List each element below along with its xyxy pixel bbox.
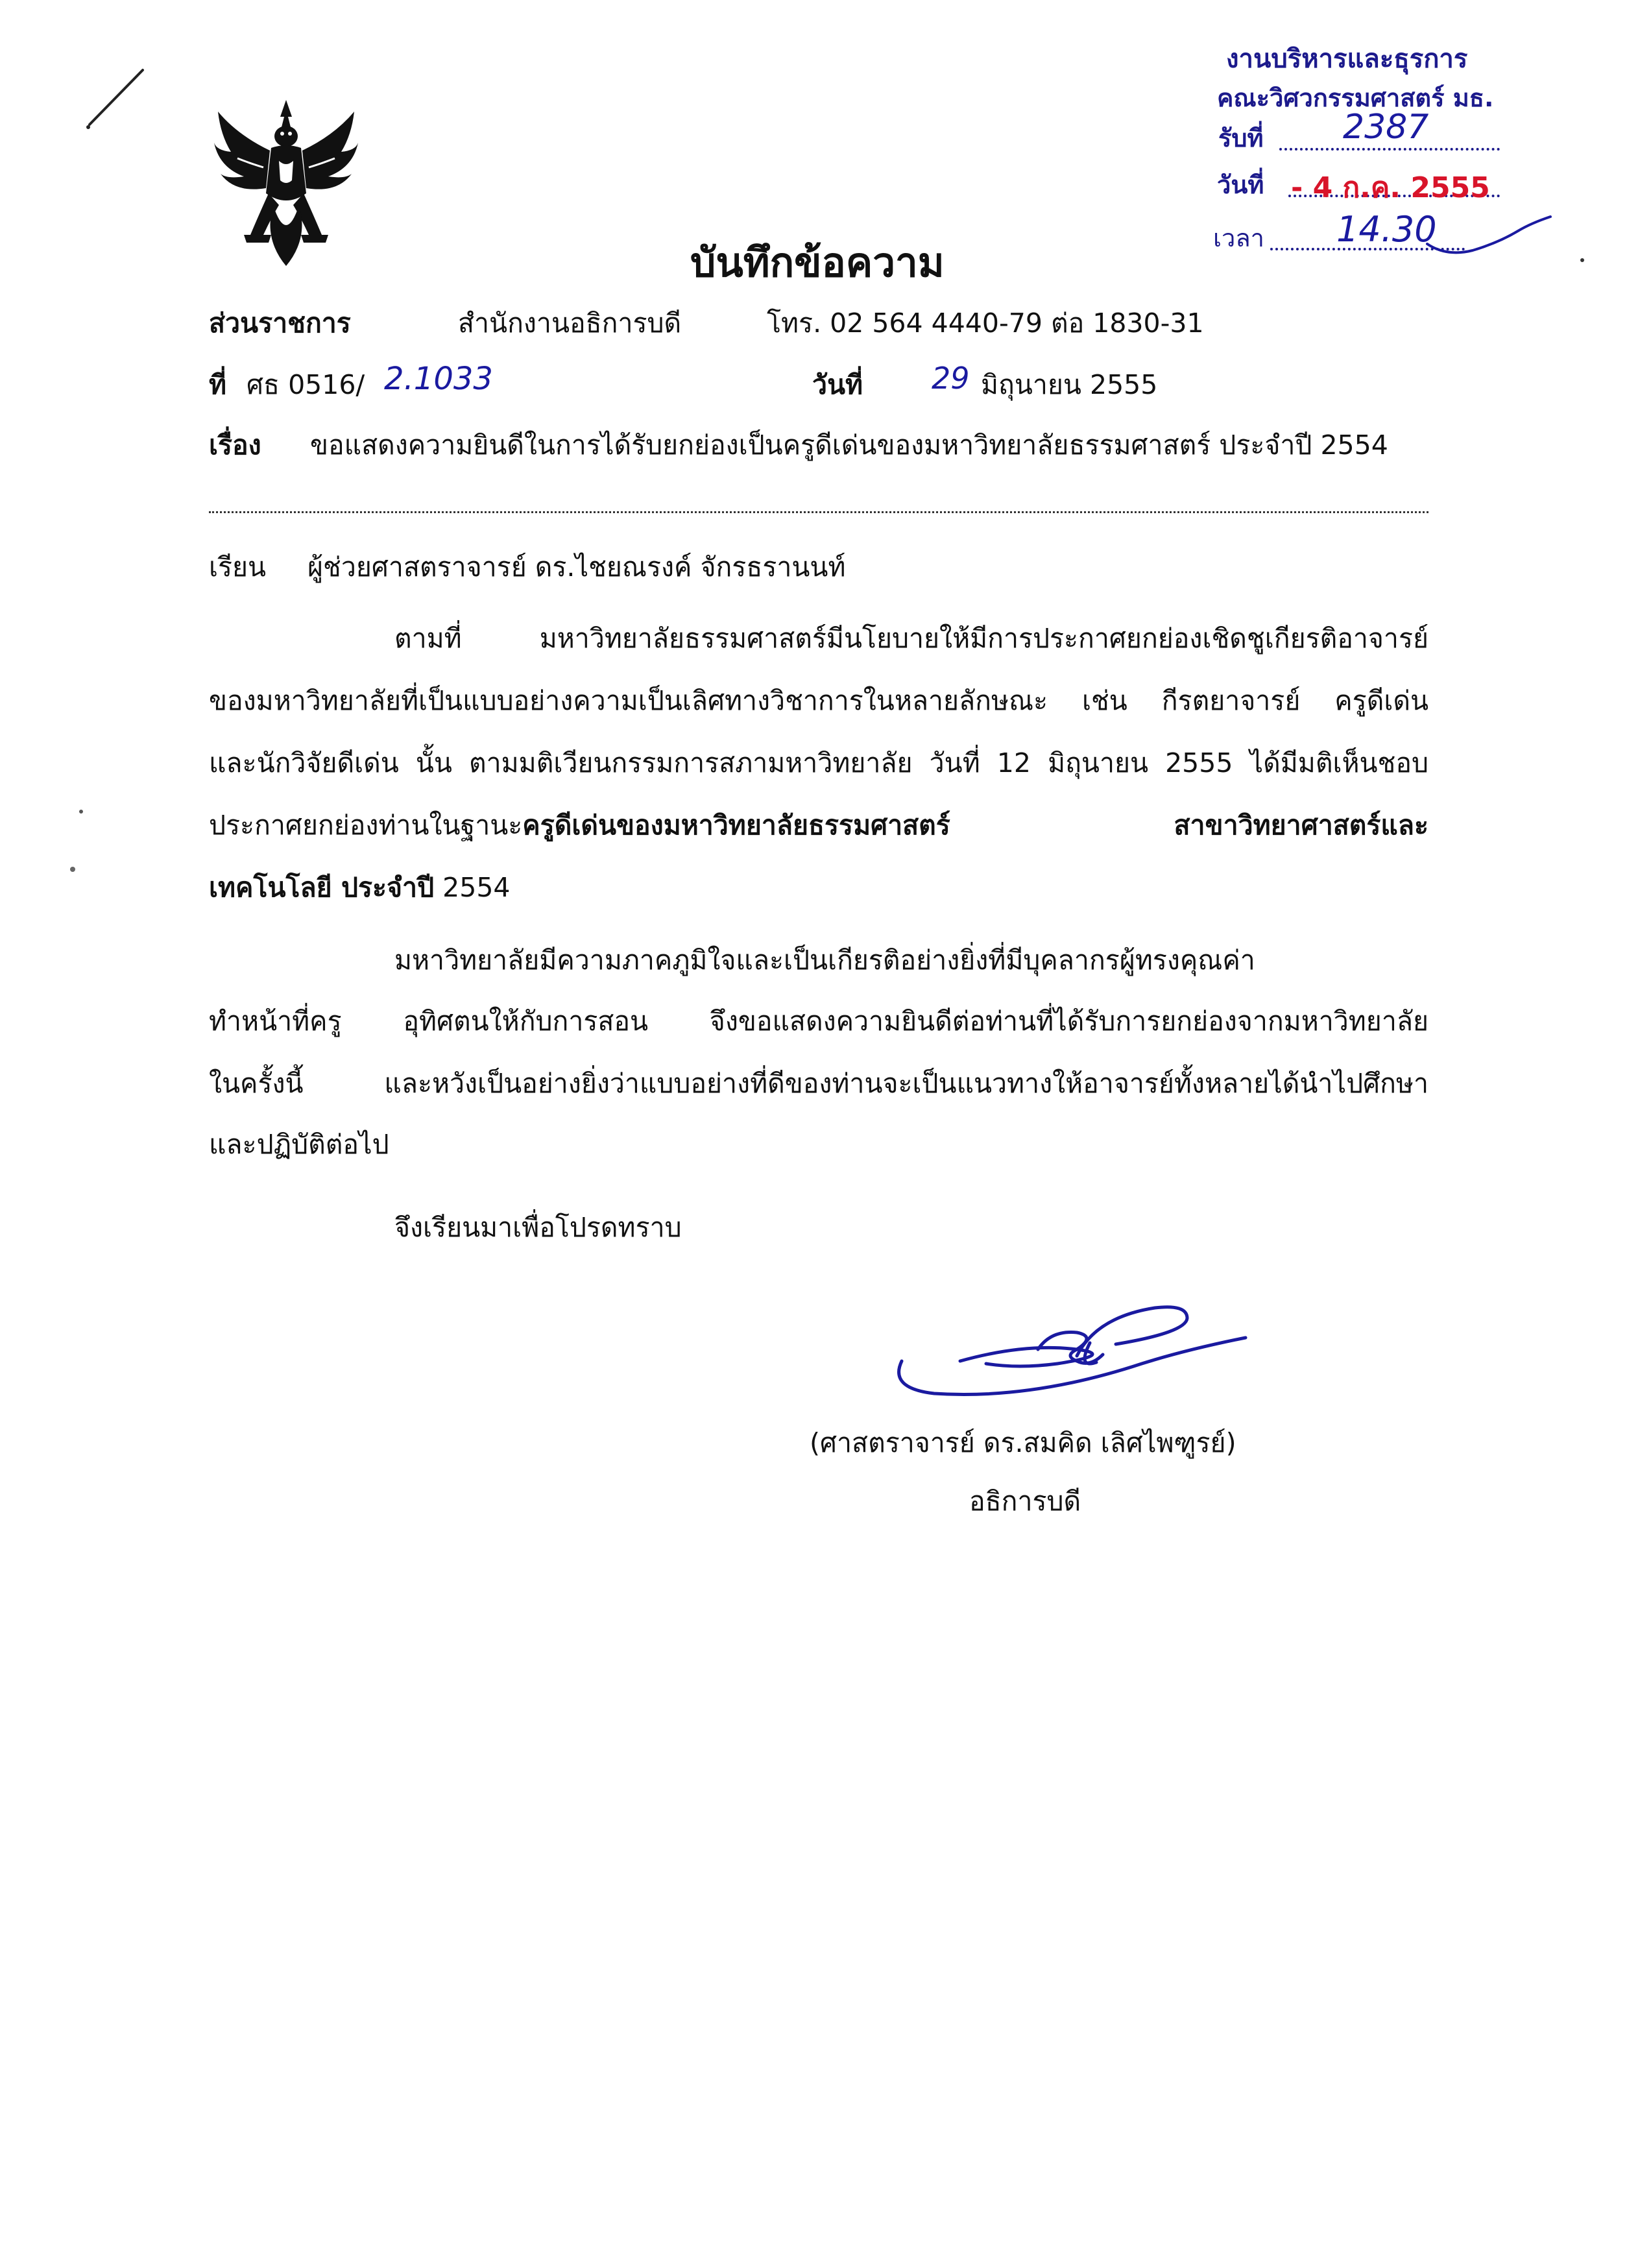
stamp-time-flourish <box>1421 211 1563 263</box>
body-line: ในครั้งนี้ และหวังเป็นอย่างยิ่งว่าแบบอย่างที่ดีของท่านจะเป็นแนวทางให้อาจารย์ทั้งหลายได้นำไปศึกษา <box>209 1068 1428 1099</box>
stamp-received-label: รับที่ <box>1218 124 1264 152</box>
body-line: และปฏิบัติต่อไป <box>209 1129 389 1160</box>
subject-label: เรื่อง <box>209 429 261 461</box>
subject-text: ขอแสดงความยินดีในการได้รับยกย่องเป็นครูดีเด่นของมหาวิทยาลัยธรรมศาสตร์ ประจำปี 2554 <box>310 429 1388 461</box>
body-line: ของมหาวิทยาลัยที่เป็นแบบอย่างความเป็นเลิศทางวิชาการในหลายลักษณะ เช่น กีรตยาจารย์ ครูดีเด่น <box>209 685 1428 716</box>
stamp-line-1: งานบริหารและธุรการ <box>1226 44 1468 74</box>
body-line: ทำหน้าที่ครู อุทิศตนให้กับการสอน จึงขอแสดงความยินดีต่อท่านที่ได้รับการยกย่องจากมหาวิทยาลัย <box>209 1006 1428 1037</box>
margin-speck <box>79 810 83 814</box>
ref-prefix: ศธ 0516/ <box>247 369 365 400</box>
date-label: วันที่ <box>812 369 863 400</box>
signatory-position: อธิการบดี <box>969 1486 1081 1517</box>
body-line-normal: 2554 <box>434 872 511 903</box>
stamp-time-value: 14.30 <box>1336 209 1437 250</box>
body-line: ตามที่ มหาวิทยาลัยธรรมศาสตร์มีนโยบายให้มีการประกาศยกย่องเชิดชูเกียรติอาจารย์ <box>394 623 1428 654</box>
body-line-emphasis: เทคโนโลยี ประจำปี <box>209 872 435 903</box>
handwritten-signature <box>882 1285 1259 1408</box>
signatory-name: (ศาสตราจารย์ ดร.สมคิด เลิศไพฑูรย์) <box>810 1427 1236 1458</box>
body-line-normal: ประกาศยกย่องท่านในฐานะ <box>209 810 523 841</box>
stamp-date-label: วันที่ <box>1217 171 1264 199</box>
memo-title: บันทึกข้อความ <box>690 239 945 286</box>
stamp-received-dots <box>1279 148 1500 151</box>
stamp-line-2: คณะวิศวกรรมศาสตร์ มธ. <box>1217 84 1494 112</box>
pen-mark <box>78 65 149 136</box>
garuda-emblem-icon <box>211 96 361 269</box>
body-line-emphasis: ครูดีเด่นของมหาวิทยาลัยธรรมศาสตร์ สาขาวิทยาศาสตร์และ <box>522 810 1428 841</box>
stamp-received-number: 2387 <box>1343 108 1429 147</box>
body-line: มหาวิทยาลัยมีความภาคภูมิใจและเป็นเกียรติอย่างยิ่งที่มีบุคลากรผู้ทรงคุณค่า <box>394 945 1255 976</box>
closing-line: จึงเรียนมาเพื่อโปรดทราบ <box>394 1212 682 1243</box>
to-label: เรียน <box>209 551 267 583</box>
ref-label: ที่ <box>209 369 227 400</box>
date-day: 29 <box>932 361 970 396</box>
margin-speck <box>1580 258 1584 262</box>
body-line <box>209 807 1428 843</box>
body-line: และนักวิจัยดีเด่น นั้น ตามมติเวียนกรรมการสภามหาวิทยาลัย วันที่ 12 มิถุนายน 2555 ได้มีมติเห็นชอบ <box>209 747 1428 778</box>
body-line <box>209 869 1428 906</box>
date-rest: มิถุนายน 2555 <box>981 369 1158 400</box>
stamp-time-label: เวลา <box>1213 224 1264 252</box>
stamp-date-value: - 4 ก.ค. 2555 <box>1291 171 1490 204</box>
dept-value: สำนักงานอธิการบดี <box>458 308 682 339</box>
ref-number: 2.1033 <box>384 361 493 397</box>
phone-number: โทร. 02 564 4440-79 ต่อ 1830-31 <box>767 308 1204 339</box>
margin-speck <box>70 867 75 872</box>
dept-label: ส่วนราชการ <box>209 308 351 339</box>
dotted-separator <box>209 511 1428 513</box>
to-recipient: ผู้ช่วยศาสตราจารย์ ดร.ไชยณรงค์ จักรธรานนท์ <box>307 551 846 583</box>
